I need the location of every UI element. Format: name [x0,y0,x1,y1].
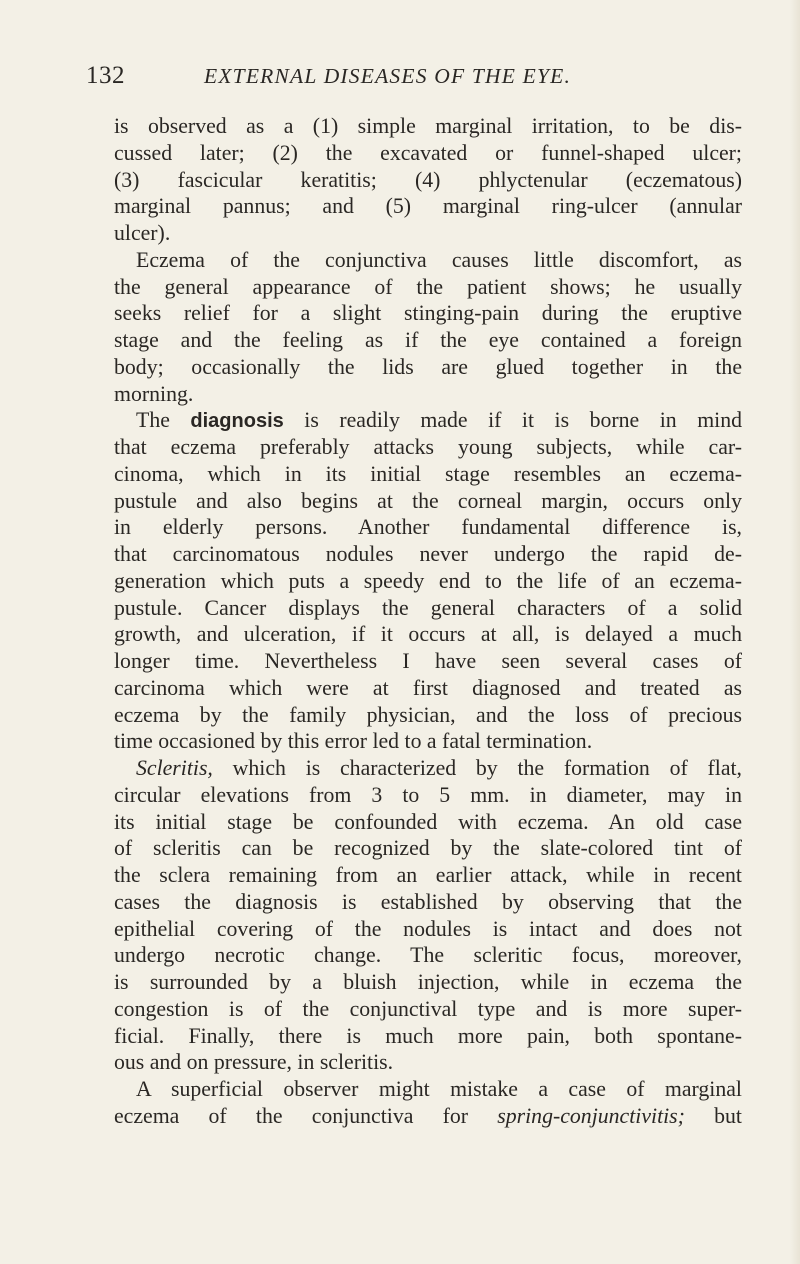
text-line: cases the diagnosis is established by observing that the [114,889,742,914]
text-line: longer time. Nevertheless I have seen several cases of [114,649,742,673]
text-line: its initial stage be confounded with eczema. An old case [114,809,742,834]
text-line [114,755,742,782]
text-line: generation which puts a speedy end to the life of an eczema- [114,568,742,593]
text-line: that carcinomatous nodules never undergo the rapid de- [114,542,742,566]
text-line: growth, and ulceration, if it occurs at all, is delayed a much [114,622,742,647]
text-line: is observed as a (1) simple marginal irritation, to be dis- [114,114,742,138]
bold-term: diagnosis [190,410,284,433]
text-line: stage and the feeling as if the eye contained a foreign [114,328,742,352]
text-segment: The [136,408,191,433]
text-line: morning. [114,381,194,406]
text-line: circular elevations from 3 to 5 mm. in diameter, may in [114,782,742,807]
text-line: Eczema of the conjunctiva causes little discomfort, as [136,247,742,272]
running-head: EXTERNAL DISEASES OF THE EYE. [204,64,572,88]
text-line: pustule. Cancer displays the general characters of a solid [114,595,742,620]
text-segment: eczema of the conjunctiva for [114,1103,498,1128]
text-line: is surrounded by a bluish injection, while in eczema the [114,970,742,994]
text-line: eczema by the family physician, and the loss of precious [114,702,742,727]
text-segment: is readily made if it is borne in mind [283,408,742,433]
text-line: ulcer). [114,221,171,245]
text-line: time occasioned by this error led to a fatal termination. [114,729,593,754]
text-line: that eczema preferably attacks young subjects, while car- [114,435,742,459]
page-header [86,62,746,92]
text-line: undergo necrotic change. The scleritic focus, moreover, [114,943,742,968]
page-edge [790,0,800,1264]
text-line: the sclera remaining from an earlier attack, while in recent [114,863,742,887]
text-line: body; occasionally the lids are glued together in the [114,354,742,379]
text-line: cinoma, which in its initial stage resembles an eczema- [114,461,742,486]
text-line [114,407,742,434]
text-line: the general appearance of the patient shows; he usually [114,274,742,299]
text-line: ous and on pressure, in scleritis. [114,1050,394,1075]
text-segment: but [684,1103,742,1128]
text-line: congestion is of the conjunctival type and is more super- [114,996,742,1021]
text-line: A superficial observer might mistake a case of marginal [136,1077,742,1101]
page-number: 132 [86,62,125,89]
italic-term: Scleritis, [136,756,213,780]
text-line: of scleritis can be recognized by the slate-colored tint of [114,836,742,861]
text-line: in elderly persons. Another fundamental difference is, [114,515,742,540]
text-segment: which is characterized by the formation of flat, [212,756,742,780]
text-line: (3) fascicular keratitis; (4) phlyctenular (eczematous) [114,167,742,192]
text-line: seeks relief for a slight stinging-pain during the eruptive [114,301,742,326]
text-line: marginal pannus; and (5) marginal ring-ulcer (annular [114,194,742,219]
text-line: ficial. Finally, there is much more pain, both spontane- [114,1023,742,1048]
body-text [114,113,742,1130]
text-line: cussed later; (2) the excavated or funnel-shaped ulcer; [114,140,742,165]
text-line: pustule and also begins at the corneal margin, occurs only [114,488,742,513]
text-line: carcinoma which were at first diagnosed and treated as [114,675,742,700]
text-line [114,1103,742,1130]
italic-term: spring-conjunctivitis; [497,1103,685,1128]
text-line: epithelial covering of the nodules is intact and does not [114,916,742,941]
